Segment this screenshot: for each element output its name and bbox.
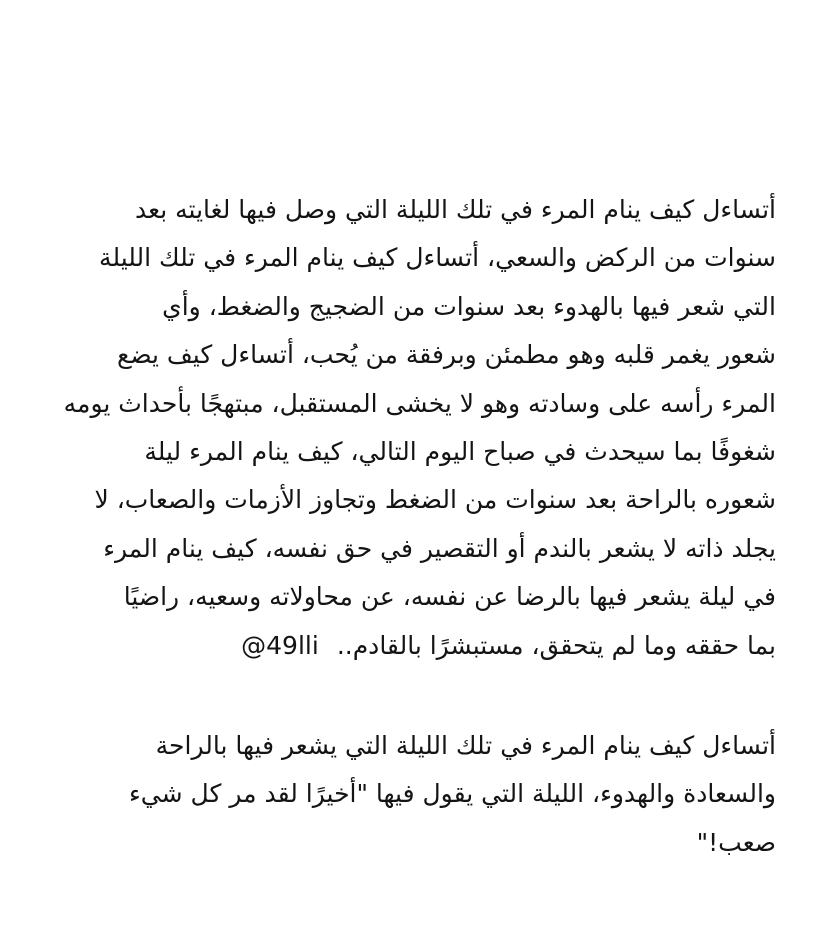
paragraph-1-line: شعور يغمر قلبه وهو مطمئن وبرفقة من يُحب، أتساءل كيف يضع: [117, 340, 776, 370]
paragraph-1-line: شغوفًا بما سيحدث في صباح اليوم التالي، كيف ينام المرء ليلة: [144, 437, 776, 467]
paragraph-1-line: يجلد ذاته لا يشعر بالندم أو التقصير في حق نفسه، كيف ينام المرء: [103, 533, 776, 563]
paragraph-2-line: صعب!": [696, 827, 776, 857]
paragraph-1-line: سنوات من الركض والسعي، أتساءل كيف ينام المرء في تلك الليلة: [99, 243, 776, 273]
paragraph-1-line: المرء رأسه على وسادته وهو لا يخشى المستقبل، مبتهجًا بأحداث يومه: [63, 388, 776, 418]
paragraph-1-line: شعوره بالراحة بعد سنوات من الضغط وتجاوز الأزمات والصعاب، لا: [94, 485, 776, 515]
paragraph-1-line: التي شعر فيها بالهدوء بعد سنوات من الضجيج والضغط، وأي: [162, 291, 776, 321]
paragraph-1-last-line: [46, 622, 776, 670]
paragraph-1-line-text: بما حققه وما لم يتحقق، مستبشرًا بالقادم..: [336, 630, 776, 660]
paragraph-2: [46, 722, 776, 867]
author-handle: @49lli: [241, 630, 319, 660]
paragraph-2-line: أتساءل كيف ينام المرء في تلك الليلة التي يشعر فيها بالراحة: [155, 731, 776, 760]
paragraph-1-line: في ليلة يشعر فيها بالرضا عن نفسه، عن محاولاته وسعيه، راضيًا: [123, 582, 776, 612]
paragraph-2-line: والسعادة والهدوء، الليلة التي يقول فيها "أخيرًا لقد مر كل شيء: [129, 779, 776, 809]
paragraph-1-line: أتساءل كيف ينام المرء في تلك الليلة التي وصل فيها لغايته بعد: [135, 195, 776, 224]
paragraph-1: [46, 186, 776, 670]
